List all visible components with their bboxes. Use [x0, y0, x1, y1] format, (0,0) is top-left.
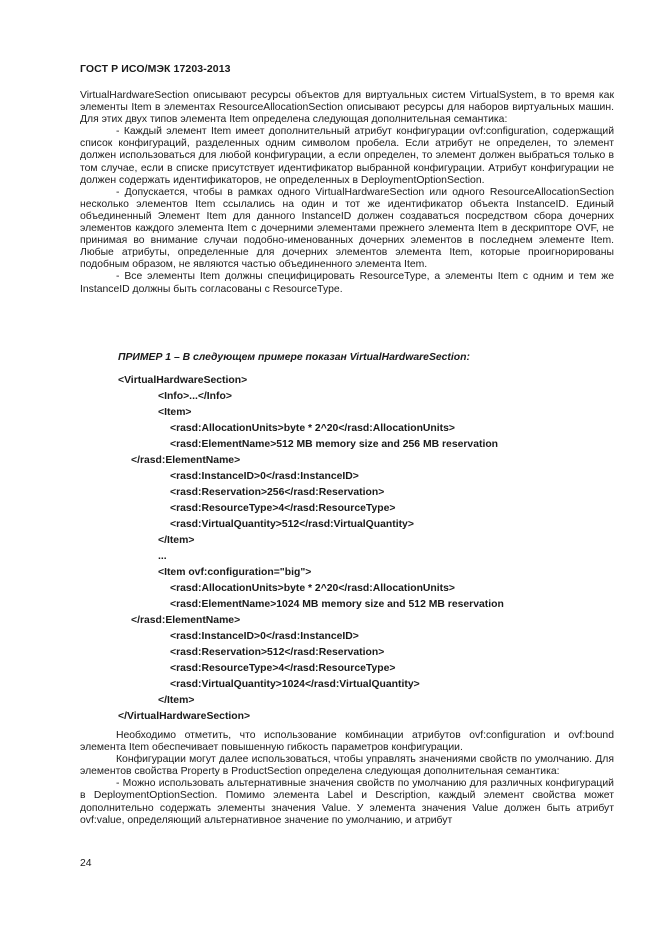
paragraph-intro: VirtualHardwareSection описывают ресурсы объектов для виртуальных систем VirtualSystem, в то время как элементы Item в элементах ResourceAllocationSection описывают ресурсы для наборов виртуальных машин. Для этих двух типов элемента Item определена следующая дополнительная семантика: — [80, 90, 614, 126]
code-line: <Item> — [158, 407, 192, 418]
code-line: <rasd:Reservation>512</rasd:Reservation> — [170, 647, 385, 658]
code-line: </rasd:ElementName> — [131, 455, 241, 466]
example-title: ПРИМЕР 1 – В следующем примере показан VirtualHardwareSection: — [118, 352, 470, 363]
code-line: ... — [158, 551, 167, 562]
code-line: <rasd:AllocationUnits>byte * 2^20</rasd:AllocationUnits> — [170, 583, 455, 594]
page-number: 24 — [80, 858, 92, 869]
body-top — [80, 90, 614, 296]
code-line: </rasd:ElementName> — [131, 615, 241, 626]
code-line: <rasd:Reservation>256</rasd:Reservation> — [170, 487, 385, 498]
code-line: <rasd:InstanceID>0</rasd:InstanceID> — [170, 631, 359, 642]
code-line: <rasd:ElementName>512 MB memory size and 256 MB reservation — [170, 439, 499, 450]
code-line: <Info>...</Info> — [158, 391, 232, 402]
code-line: <rasd:ResourceType>4</rasd:ResourceType> — [170, 503, 396, 514]
code-line: <rasd:ResourceType>4</rasd:ResourceType> — [170, 663, 396, 674]
paragraph-property-defaults: Конфигурации могут далее использоваться, чтобы управлять значениями свойств по умолчанию. Для элементов свойства Property в ProductSection определена следующая дополнительная семантика: — [80, 754, 614, 778]
code-line: <rasd:InstanceID>0</rasd:InstanceID> — [170, 471, 359, 482]
code-line: </VirtualHardwareSection> — [118, 711, 251, 722]
code-line: <rasd:VirtualQuantity>512</rasd:VirtualQuantity> — [170, 519, 414, 530]
body-bottom — [80, 730, 614, 827]
paragraph-configuration-attribute: - Каждый элемент Item имеет дополнительный атрибут конфигурации ovf:configuration, содержащий список конфигураций, разделенных одним символом пробела. Если атрибут не определен, то элемент должен использоваться для любой конфигурации, а если определен, то элемент должен выбраться только в том случае, если в списке присутствует идентификатор выбранной конфигурации. Атрибут конфигурации не должен содержать идентификаторов, не определенных в DeploymentOptionSection. — [80, 126, 614, 186]
paragraph-alternative-values: - Можно использовать альтернативные значения свойств по умолчанию для различных конфигураций в DeploymentOptionSection. Помимо элемента Label и Description, каждый элемент свойства может дополнительно содержать элементы значения Value. У элемента значения Value должен быть атрибут ovf:value, определяющий альтернативное значение по умолчанию, и атрибут — [80, 778, 614, 826]
code-line: <rasd:AllocationUnits>byte * 2^20</rasd:AllocationUnits> — [170, 423, 455, 434]
paragraph-instanceid-merge: - Допускается, чтобы в рамках одного VirtualHardwareSection или одного ResourceAllocationSection несколько элементов Item ссылались на один и тот же идентификатор объекта InstanceID. Единый объединенный Элемент Item для данного InstanceID должен создаваться посредством сбора дочерних элементов каждого элемента Item с дочерними элементами прежнего элемента Item в дескрипторе OVF, не принимая во внимание случаи подобно-именованных дочерних элементов в последнем элементе Item. Любые атрибуты, определенные для дочерних элементов элемента Item, которые проигнорированы подобным образом, не являются частью объединенного элемента Item. — [80, 186, 614, 271]
code-line: <rasd:ElementName>1024 MB memory size and 512 MB reservation — [170, 599, 504, 610]
code-line: <rasd:VirtualQuantity>1024</rasd:VirtualQuantity> — [170, 679, 420, 690]
page-header: ГОСТ Р ИСО/МЭК 17203-2013 — [80, 63, 231, 75]
paragraph-flexibility: Необходимо отметить, что использование комбинации атрибутов ovf:configuration и ovf:bound элемента Item обеспечивает повышенную гибкость параметров конфигурации. — [80, 730, 614, 754]
code-line: <VirtualHardwareSection> — [118, 375, 248, 386]
code-line: </Item> — [158, 535, 195, 546]
paragraph-resourcetype: - Все элементы Item должны специфицировать ResourceType, а элементы Item с одним и тем же InstanceID должны быть согласованы с ResourceType. — [80, 271, 614, 295]
code-line: </Item> — [158, 695, 195, 706]
code-line: <Item ovf:configuration="big"> — [158, 567, 312, 578]
